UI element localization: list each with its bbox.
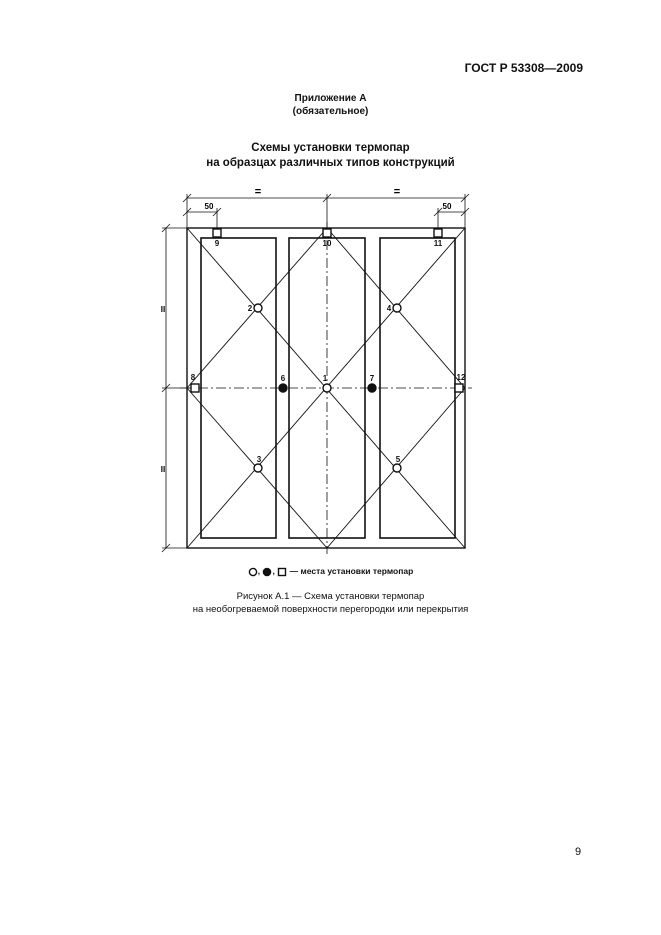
point-label-9: 9 xyxy=(214,239,220,248)
figure-caption-line1: Рисунок А.1 — Схема установки термопар xyxy=(236,591,425,602)
thermocouple-point-5 xyxy=(393,464,401,472)
dim-equal-left-lower: II xyxy=(160,465,166,474)
thermocouple-point-11 xyxy=(434,229,442,237)
point-label-7: 7 xyxy=(369,374,375,383)
thermocouple-point-2 xyxy=(254,304,262,312)
legend-open-circle-icon xyxy=(248,566,261,577)
top-dimension xyxy=(183,194,469,232)
point-label-10: 10 xyxy=(322,239,332,248)
point-label-5: 5 xyxy=(395,455,401,464)
thermocouple-point-7 xyxy=(368,384,376,392)
thermocouple-point-3 xyxy=(254,464,262,472)
legend-filled-circle-icon xyxy=(262,566,275,577)
thermocouple-point-10 xyxy=(323,229,331,237)
thermocouple-point-8 xyxy=(191,384,199,392)
point-label-1: 1 xyxy=(322,374,328,383)
dim-equal-top-right: = xyxy=(393,186,401,198)
dim-50-left: 50 xyxy=(204,202,214,211)
dim-equal-top-left: = xyxy=(254,186,262,198)
dim-50-right: 50 xyxy=(442,202,452,211)
point-label-6: 6 xyxy=(280,374,286,383)
point-label-4: 4 xyxy=(386,304,392,313)
point-label-11: 11 xyxy=(433,239,443,248)
thermocouple-point-4 xyxy=(393,304,401,312)
thermocouple-point-9 xyxy=(213,229,221,237)
page-number: 9 xyxy=(575,846,582,858)
section-title-line1: Схемы установки термопар xyxy=(251,142,410,154)
legend-separator: , xyxy=(257,566,261,576)
figure-caption-line2: на необогреваемой поверхности перегородки или перекрытия xyxy=(192,603,469,615)
point-label-12: 12 xyxy=(456,373,466,382)
dim-equal-left-upper: II xyxy=(160,305,166,314)
section-title-line2: на образцах различных типов конструкций xyxy=(206,157,455,169)
point-label-8: 8 xyxy=(190,373,196,382)
thermocouple-point-1 xyxy=(323,384,331,392)
legend-text: — места установки термопар xyxy=(289,566,414,576)
legend xyxy=(0,566,661,577)
thermocouple-point-6 xyxy=(279,384,287,392)
annex-title: Приложение А xyxy=(294,93,367,104)
annex-status: (обязательное) xyxy=(292,106,369,117)
standard-designation: ГОСТ Р 53308—2009 xyxy=(464,61,583,75)
point-label-2: 2 xyxy=(247,304,253,313)
figure-caption xyxy=(0,591,661,616)
legend-square-icon xyxy=(277,567,287,577)
legend-separator: , xyxy=(272,566,275,576)
thermocouple-point-12 xyxy=(455,384,463,392)
point-label-3: 3 xyxy=(256,455,262,464)
